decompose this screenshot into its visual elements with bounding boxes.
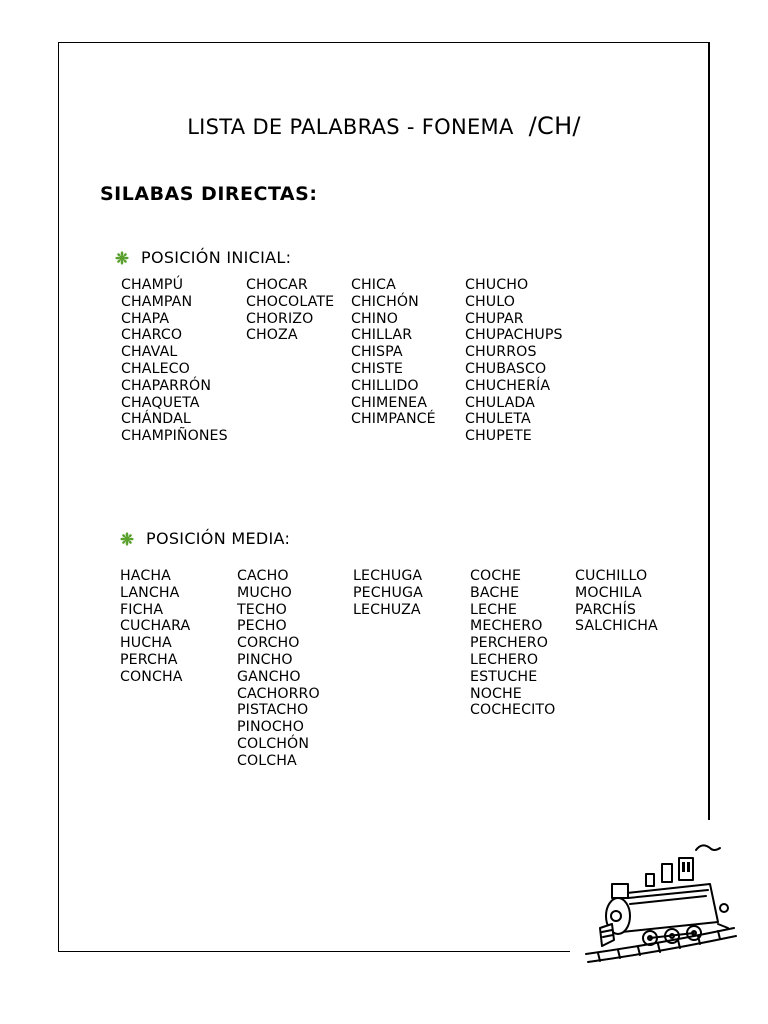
word-item: CHILLAR <box>351 327 413 344</box>
word-item: CHISTE <box>351 360 403 377</box>
word-item: CHIMENEA <box>351 394 428 411</box>
word-item: PARCHÍS <box>575 601 636 618</box>
word-item: COCHECITO <box>470 702 556 719</box>
word-item: CHILLIDO <box>351 377 419 394</box>
word-item: PECHUGA <box>353 584 423 601</box>
word-item: CHUCHO <box>465 277 529 293</box>
page-border <box>58 42 709 952</box>
word-item: CHALECO <box>121 360 190 377</box>
word-item: CHURROS <box>465 344 537 361</box>
word-item: CHAMPÚ <box>121 277 184 293</box>
word-item: PERCHA <box>120 651 178 668</box>
word-item: LECHUZA <box>353 601 421 618</box>
word-item: PINCHO <box>237 651 293 668</box>
word-item: COCHE <box>470 568 522 584</box>
subheading-initial-label: POSICIÓN INICIAL: <box>141 248 292 267</box>
word-item: ESTUCHE <box>470 668 538 685</box>
word-item: CUCHILLO <box>575 568 648 584</box>
word-item: LECHUGA <box>353 568 423 584</box>
word-item: CACHORRO <box>237 685 320 702</box>
word-item: CHULETA <box>465 411 531 428</box>
initial-column-1 <box>121 277 228 445</box>
word-item: CHUPACHUPS <box>465 327 563 344</box>
word-item: CHAVAL <box>121 344 178 361</box>
middle-column-2 <box>237 568 320 770</box>
word-item: CHOCOLATE <box>246 293 335 310</box>
word-item: CONCHA <box>120 668 183 685</box>
word-item: GANCHO <box>237 668 301 685</box>
word-item: COLCHÓN <box>237 735 310 752</box>
word-item: MECHERO <box>470 618 543 635</box>
word-item: CHICA <box>351 277 396 293</box>
word-item: CHUCHERÍA <box>465 377 551 394</box>
word-item: CHISPA <box>351 344 403 361</box>
word-item: HACHA <box>120 568 171 584</box>
word-item: CHULADA <box>465 394 535 411</box>
page-title <box>0 112 768 140</box>
word-item: CHOCAR <box>246 277 308 293</box>
word-item: LANCHA <box>120 584 180 601</box>
word-item: COLCHA <box>237 752 297 769</box>
word-item: FICHA <box>120 601 164 618</box>
word-item: CHOZA <box>246 327 298 344</box>
word-item: CHUPETE <box>465 428 532 445</box>
subheading-middle <box>120 529 290 548</box>
middle-column-3 <box>353 568 423 618</box>
word-item: CHAMPIÑONES <box>121 428 228 445</box>
initial-column-4 <box>465 277 563 445</box>
word-item: CUCHARA <box>120 618 191 635</box>
initial-column-3 <box>351 277 436 428</box>
word-item: PERCHERO <box>470 635 549 652</box>
word-item: PECHO <box>237 618 287 635</box>
initial-column-2 <box>246 277 334 344</box>
word-item: CHINO <box>351 310 399 327</box>
word-item: CHUPAR <box>465 310 524 327</box>
word-item: HUCHA <box>120 635 172 652</box>
word-item: BACHE <box>470 584 520 601</box>
word-item: MUCHO <box>237 584 292 601</box>
subheading-middle-label: POSICIÓN MEDIA: <box>146 529 291 548</box>
word-item: CHUBASCO <box>465 360 547 377</box>
word-item: LECHE <box>470 601 517 618</box>
page-border-right <box>708 42 710 820</box>
word-item: CHAMPAN <box>121 293 193 310</box>
word-item: CHÁNDAL <box>121 411 191 428</box>
section-title: SILABAS DIRECTAS: <box>100 183 318 205</box>
word-item: CHARCO <box>121 327 183 344</box>
word-item: SALCHICHA <box>575 618 658 635</box>
green-flower-bullet-icon <box>120 532 134 546</box>
green-flower-bullet-icon <box>115 251 129 265</box>
word-item: NOCHE <box>470 685 522 702</box>
middle-column-1 <box>120 568 190 686</box>
word-item: PISTACHO <box>237 702 309 719</box>
word-item: PINOCHO <box>237 719 304 736</box>
word-item: CHIMPANCÉ <box>351 411 436 428</box>
word-item: CHULO <box>465 293 516 310</box>
word-item: CHICHÓN <box>351 293 419 310</box>
train-illustration <box>578 836 738 966</box>
word-item: LECHERO <box>470 651 539 668</box>
word-item: CHAPARRÓN <box>121 377 212 394</box>
word-item: CHORIZO <box>246 310 314 327</box>
title-main: LISTA DE PALABRAS - FONEMA <box>187 115 514 139</box>
word-item: CORCHO <box>237 635 300 652</box>
word-item: CACHO <box>237 568 289 584</box>
word-item: CHAQUETA <box>121 394 200 411</box>
word-item: CHAPA <box>121 310 170 327</box>
word-item: MOCHILA <box>575 584 642 601</box>
subheading-initial <box>115 248 291 267</box>
middle-column-4 <box>470 568 555 719</box>
word-item: TECHO <box>237 601 287 618</box>
middle-column-5 <box>575 568 658 635</box>
title-phoneme: /CH/ <box>528 112 581 140</box>
